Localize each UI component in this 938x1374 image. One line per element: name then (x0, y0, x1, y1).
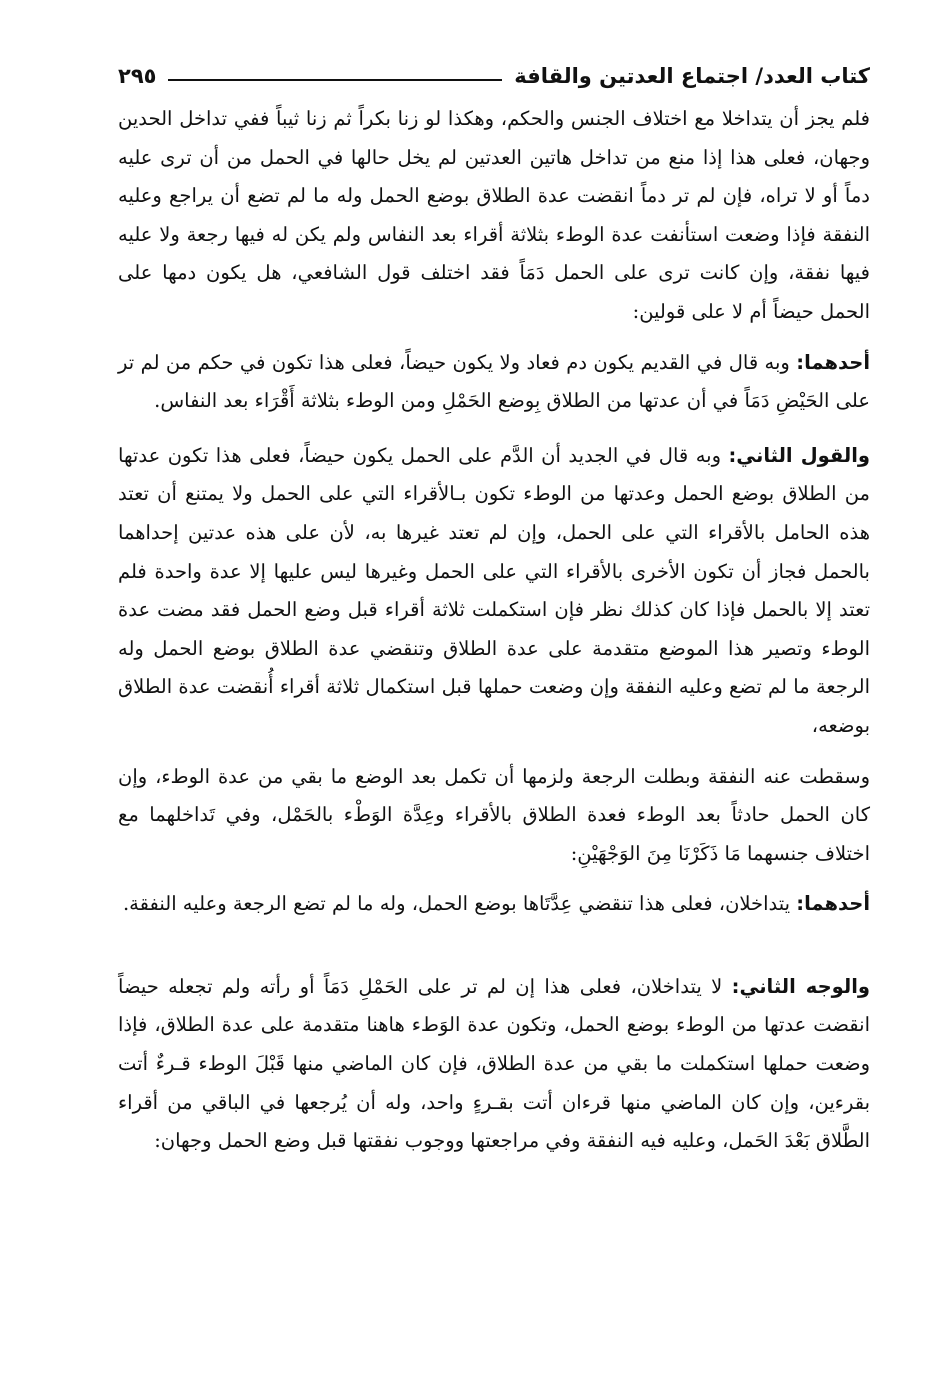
paragraph-text: لا يتداخلان، فعلى هذا إن لم تر على الحَمْلِ دَمَاً أو رأته ولم تجعله حيضاً انقضت عدتها من الوطء بوضع الحمل، وتكون عدة الوَطء هاهنا متقدمة على عدة الطلاق، فإذا وضعت حملها استكملت ما بقي من عدة الطلاق، فإن كان الماضي منها قَبْلَ الوطء قـرءٌ أتت بقرءين، وإن كان الماضي منها قرءان أتت بقـرءٍ واحد، وله أن يُرجعها في الباقي من أقراء الطَّلاق بَعْدَ الحَمل، وعليه فيه النفقة وفي مراجعتها ووجوب نفقتها قبل وضع الحمل وجهان: (118, 974, 870, 1153)
paragraph (118, 885, 870, 924)
running-title: كتاب العدد/ اجتماع العدتين والقافة (514, 64, 870, 88)
paragraph-lead: أحدهما: (796, 350, 870, 374)
paragraph-text: فلم يجز أن يتداخلا مع اختلاف الجنس والحكم، وهكذا لو زنا بكراً ثم زنا ثيباً ففي تداخل الحدين وجهان، فعلى هذا إذا منع من تداخل هاتين العدتين لم يخل حالها في الحمل من أن ترى عليه دماً أو لا تراه، فإن لم تر دماً انقضت عدة الطلاق بوضع الحمل وله ما لم تضع أن يراجع وعليه النفقة فإذا وضعت استأنفت عدة الوطء بثلاثة أقراء بعد النفاس ولم يكن له فيها رجعة ولا عليه فيها نفقة، وإن كانت ترى على الحمل دَمَاً فقد اختلف قول الشافعي، هل يكون دمها على الحمل حيضاً أم لا على قولين: (118, 107, 870, 323)
paragraph (118, 100, 870, 332)
paragraph (118, 758, 870, 874)
paragraph-text: يتداخلان، فعلى هذا تنقضي عِدَّتَاها بوضع الحمل، وله ما لم تضع الرجعة وعليه النفقة. (122, 892, 791, 916)
paragraph (118, 437, 870, 746)
paragraph-text: وبه قال في القديم يكون دم فعاد ولا يكون حيضاً، فعلى هذا تكون في حكم من لم تر على الحَيْضِ دَمَاً في أن عدتها من الطلاق بِوضع الحَمْلِ ومن الوطء بثلاثة أَقْرَاء بعد النفاس. (118, 350, 870, 413)
body-text (118, 100, 870, 1161)
header-rule (168, 79, 502, 81)
paragraph-text: وسقطت عنه النفقة وبطلت الرجعة ولزمها أن تكمل بعد الوضع ما بقي من عدة الوطء، وإن كان الحمل حادثاً بعد الوطء فعدة الطلاق بالأقراء وعِدَّة الوَطْء بالحَمْل، وفي تَداخلهما مع اختلاف جنسهما مَا ذَكَرْنَا مِنَ الوَجْهَيْنِ: (118, 764, 870, 865)
paragraph-lead: والوجه الثاني: (731, 974, 871, 998)
paragraph-lead: أحدهما: (796, 892, 870, 916)
page-number: ٢٩٥ (118, 64, 157, 88)
paragraph-lead: والقول الثاني: (728, 443, 870, 467)
page-header (118, 58, 870, 94)
paragraph-text: وبه قال في الجديد أن الدَّم على الحمل يكون حيضاً، فعلى هذا تكون عدتها من الطلاق بوضع الحمل وعدتها من الوطء تكون بـالأقراء التي على الحمل ولا يمتنع أن تعتد هذه الحامل بالأقراء التي على الحمل، وإن لم تعتد غيرها به، لأن على هذه عدتين إحداهما بالحمل فجاز أن تكون الأخرى بالأقراء التي على الحمل وغيرها ليس عليها إلا عدة واحدة فلم تعتد إلا بالحمل فإذا كان كذلك نظر فإن استكملت ثلاثة أقراء قبل وضع الحمل فقد مضت عدة الوطء وتصير هذا الموضع متقدمة على عدة الطلاق وتنقضي عدة الطلاق بوضع الحمل وله الرجعة ما لم تضع وعليه النفقة وإن وضعت حملها قبل استكمال ثلاثة أقراء أُنقضت عدة الطلاق بوضعه، (118, 443, 870, 737)
paragraph (118, 344, 870, 421)
paragraph (118, 968, 870, 1161)
